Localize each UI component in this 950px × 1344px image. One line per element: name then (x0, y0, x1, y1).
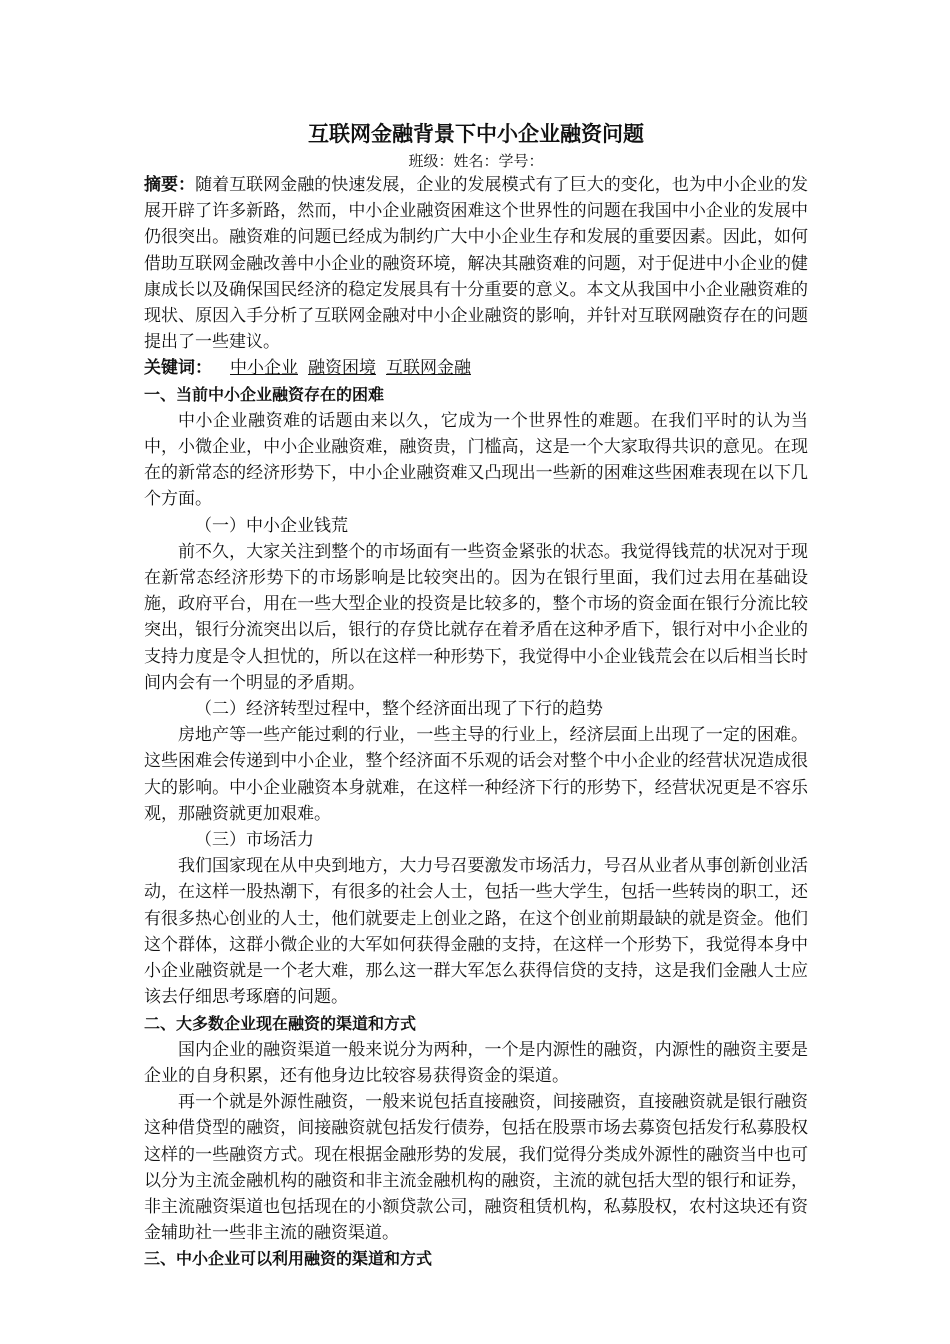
keyword-2: 融资困境 (308, 358, 376, 379)
subsection-1-3-text: 我们国家现在从中央到地方，大力号召要激发市场活力，号召从业者从事创新创业活动，在这样一股热潮下，有很多的社会人士，包括一些大学生，包括一些转岗的职工，还有很多热心创业的人士，他们就要走上创业之路，在这个创业前期最缺的就是资金。他们这个群体，这群小微企业的大军如何获得金融的支持，在这样一个形势下，我觉得本身中小企业融资就是一个老大难，那么这一群大军怎么获得信贷的支持，这是我们金融人士应该去仔细思考琢磨的问题。 (144, 856, 808, 1008)
keyword-3: 互联网金融 (386, 358, 471, 379)
keyword-1: 中小企业 (230, 358, 298, 379)
section-2-paragraph-1: 国内企业的融资渠道一般来说分为两种，一个是内源性的融资，内源性的融资主要是企业的自身积累，还有他身边比较容易获得资金的渠道。 (144, 1039, 808, 1086)
abstract (144, 172, 808, 355)
abstract-label: 摘要： (144, 175, 196, 195)
document-page (144, 118, 808, 1273)
section-2-heading: 二、大多数企业现在融资的渠道和方式 (144, 1013, 417, 1033)
byline: 班级：姓名：学号： (408, 152, 544, 170)
subsection-1-2-text: 房地产等一些产能过剩的行业，一些主导的行业上，经济层面上出现了一定的困难。这些困难会传递到中小企业，整个经济面不乐观的话会对整个中小企业的经营状况造成很大的影响。中小企业融资本身就难，在这样一种经济下行的形势下，经营状况更是不容乐观，那融资就更加艰难。 (144, 725, 808, 824)
section-2-paragraph-2: 再一个就是外源性融资，一般来说包括直接融资，间接融资，直接融资就是银行融资这种借贷型的融资，间接融资就包括发行债券，包括在股票市场去募资包括发行私募股权这样的一些融资方式。现在根据金融形势的发展，我们觉得分类成外源性的融资当中也可以分为主流金融机构的融资和非主流金融机构的融资，主流的就包括大型的银行和证券，非主流融资渠道也包括现在的小额贷款公司，融资租赁机构，私募股权，农村这块还有资金辅助社一些非主流的融资渠道。 (144, 1092, 808, 1244)
subsection-1-1-text: 前不久，大家关注到整个的市场面有一些资金紧张的状态。我觉得钱荒的状况对于现在新常态经济形势下的市场影响是比较突出的。因为在银行里面，我们过去用在基础设施，政府平台，用在一些大型企业的投资是比较多的，整个市场的资金面在银行分流比较突出，银行分流突出以后，银行的存贷比就存在着矛盾在这种矛盾下，银行对中小企业的支持力度是令人担忧的，所以在这样一种形势下，我觉得中小企业钱荒会在以后相当长时间内会有一个明显的矛盾期。 (144, 541, 808, 693)
section-1-intro: 中小企业融资难的话题由来以久，它成为一个世界性的难题。在我们平时的认为当中，小微企业，中小企业融资难，融资贵，门槛高，这是一个大家取得共识的意见。在现在的新常态的经济形势下，中小企业融资难又凸现出一些新的困难这些困难表现在以下几个方面。 (144, 410, 808, 510)
keywords-label: 关键词： (144, 358, 212, 379)
keywords (144, 355, 808, 381)
section-3-heading: 三、中小企业可以利用融资的渠道和方式 (144, 1249, 433, 1269)
document-title: 互联网金融背景下中小企业融资问题 (308, 122, 644, 146)
subsection-1-1-heading: （一）中小企业钱荒 (195, 515, 348, 536)
abstract-text: 随着互联网金融的快速发展，企业的发展模式有了巨大的变化，也为中小企业的发展开辟了许多新路，然而，中小企业融资困难这个世界性的问题在我国中小企业的发展中仍很突出。融资难的问题已经成为制约广大中小企业生存和发展的重要因素。因此，如何借助互联网金融改善中小企业的融资环境，解决其融资难的问题，对于促进中小企业的健康成长以及确保国民经济的稳定发展具有十分重要的意义。本文从我国中小企业融资难的现状、原因入手分析了互联网金融对中小企业融资的影响，并针对互联网融资存在的问题提出了一些建议。 (144, 175, 809, 353)
section-1-heading: 一、当前中小企业融资存在的困难 (144, 384, 385, 404)
subsection-1-2-heading: （二）经济转型过程中，整个经济面出现了下行的趋势 (195, 699, 603, 720)
subsection-1-3-heading: （三）市场活力 (195, 830, 314, 851)
